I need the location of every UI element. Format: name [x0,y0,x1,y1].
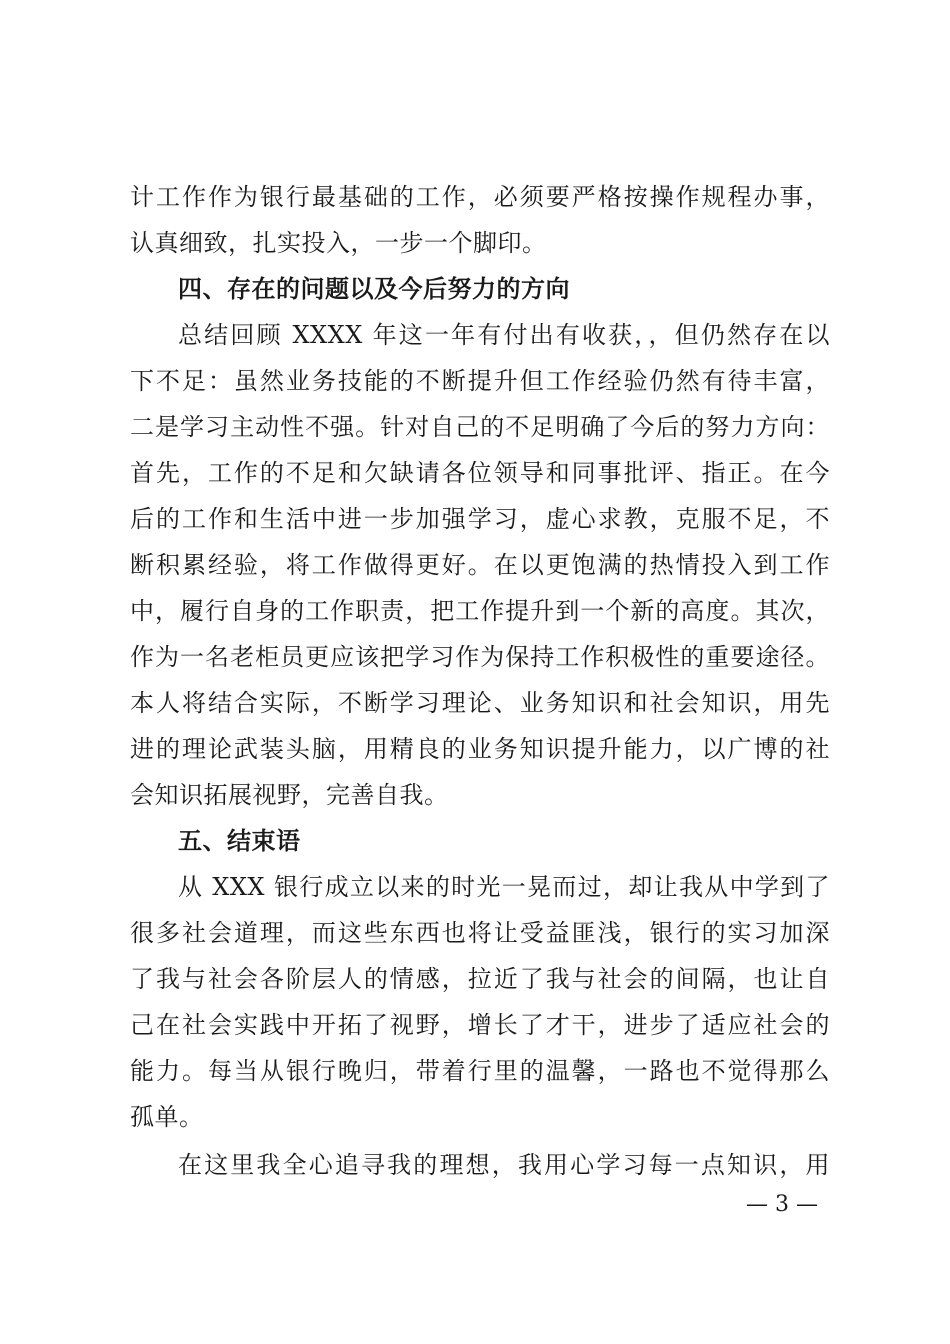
body-text-line: 下不足：虽然业务技能的不断提升但工作经验仍然有待丰富， [130,367,830,395]
page-number: — 3 — [746,1192,818,1217]
body-text-line: 断积累经验，将工作做得更好。在以更饱满的热情投入到工作 [130,551,830,579]
section-heading-4: 四、存在的问题以及今后努力的方向 [178,275,570,303]
body-text-line: 能力。每当从银行晚归，带着行里的温馨，一路也不觉得那么 [130,1057,830,1085]
body-text-line: 从 XXX 银行成立以来的时光一晃而过，却让我从中学到了 [178,873,830,901]
body-text-line: 孤单。 [130,1103,204,1131]
body-text-line: 计工作作为银行最基础的工作，必须要严格按操作规程办事， [130,183,830,211]
body-text-line: 本人将结合实际，不断学习理论、业务知识和社会知识，用先 [130,689,830,717]
body-text-line: 在这里我全心追寻我的理想，我用心学习每一点知识，用 [178,1151,830,1179]
body-text-line: 作为一名老柜员更应该把学习作为保持工作积极性的重要途径。 [130,643,830,671]
body-text-line: 进的理论武装头脑，用精良的业务知识提升能力，以广博的社 [130,735,830,763]
section-heading-5: 五、结束语 [178,827,301,855]
body-text-line: 会知识拓展视野，完善自我。 [130,781,449,809]
body-text-line: 后的工作和生活中进一步加强学习，虚心求教，克服不足，不 [130,505,830,533]
body-text-line: 认真细致，扎实投入，一步一个脚印。 [130,229,547,257]
body-text-line: 己在社会实践中开拓了视野，增长了才干，进步了适应社会的 [130,1011,830,1039]
body-text-line: 了我与社会各阶层人的情感，拉近了我与社会的间隔，也让自 [130,965,830,993]
body-text-line: 很多社会道理，而这些东西也将让受益匪浅，银行的实习加深 [130,919,830,947]
body-text-line: 首先，工作的不足和欠缺请各位领导和同事批评、指正。在今 [130,459,830,487]
body-text-line: 总结回顾 XXXX 年这一年有付出有收获，，但仍然存在以 [178,321,830,349]
body-text-line: 中，履行自身的工作职责，把工作提升到一个新的高度。其次， [130,597,830,625]
body-text-line: 二是学习主动性不强。针对自己的不足明确了今后的努力方向： [130,413,830,441]
